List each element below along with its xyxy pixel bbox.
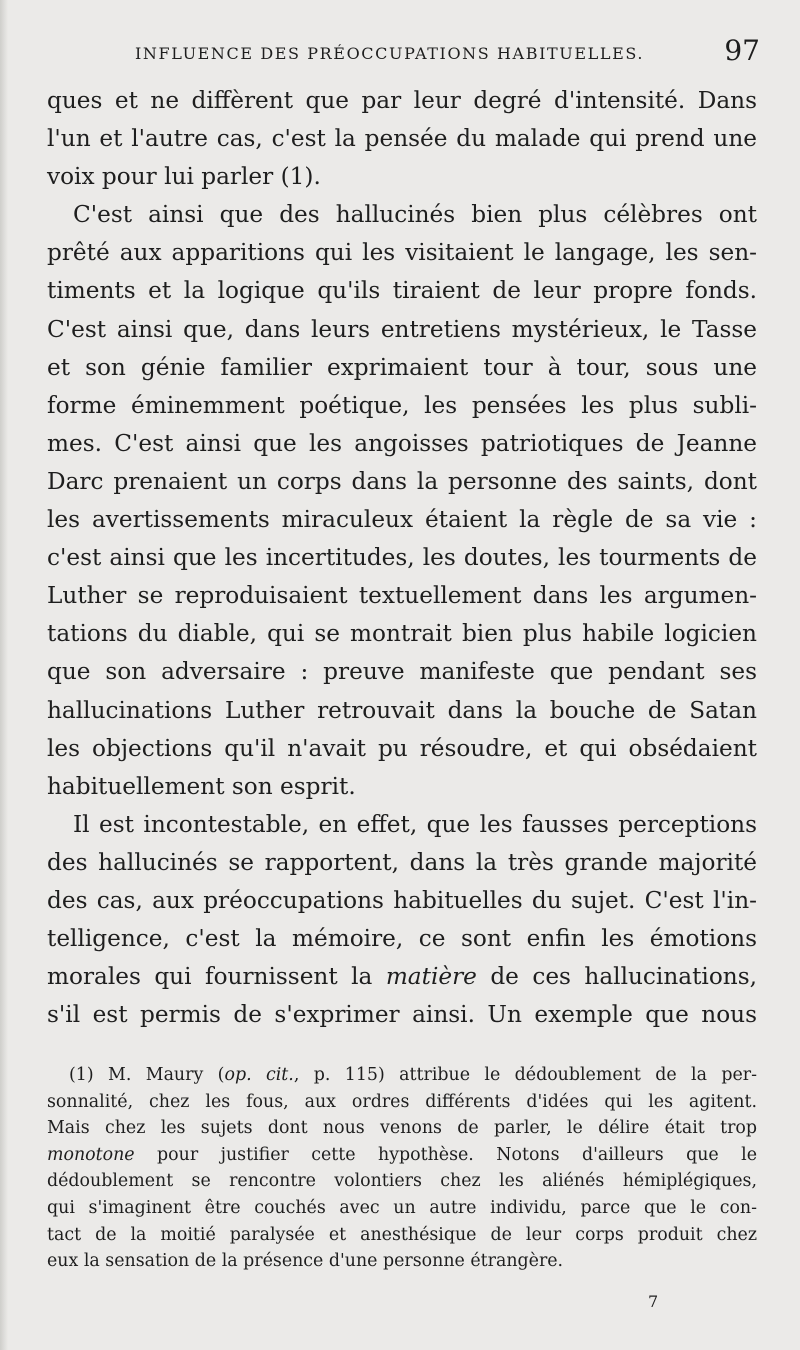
text-line: C'est ainsi que des hallucinés bien plus célèbres ont (73, 201, 757, 229)
text-line: telligence, c'est la mémoire, ce sont enfin les émotions (47, 925, 757, 953)
text-fragment: ( (203, 1065, 225, 1085)
footnote-line (47, 1062, 757, 1089)
italic-citation: op. cit. (224, 1065, 294, 1085)
footnote-line: Mais chez les sujets dont nous venons de parler, le délire était trop (47, 1118, 757, 1139)
text-line: forme éminemment poétique, les pensées les plus subli- (47, 391, 757, 419)
text-line: et son génie familier exprimaient tour à tour, sous une (47, 353, 757, 381)
text-line-matiere (47, 958, 757, 996)
footnote-line: eux la sensation de la présence d'une personne étrangère. (47, 1251, 564, 1272)
text-line: les objections qu'il n'avait pu résoudre, et qui obsédaient (47, 734, 757, 762)
text-line: que son adversaire : preuve manifeste que pendant ses (47, 658, 757, 686)
footnote-line: sonnalité, chez les fous, aux ordres différents d'idées qui les agitent. (47, 1091, 757, 1112)
text-line: voix pour lui parler (1). (47, 163, 321, 191)
text-fragment: , p. 115) attribue le dédoublement de la per- (293, 1065, 757, 1085)
page-header (47, 30, 760, 70)
page-edge-shadow (0, 0, 8, 1350)
text-line: Luther se reproduisaient textuellement dans les argumen- (47, 582, 757, 610)
italic-word: matière (385, 963, 477, 991)
footnote-marker: (1) (69, 1065, 109, 1085)
footnote-author: M. Maury (108, 1065, 204, 1085)
text-line: timents et la logique qu'ils tiraient de leur propre fonds. (47, 277, 757, 305)
body-text (47, 82, 757, 1034)
text-line: tations du diable, qui se montrait bien plus habile logicien (47, 620, 757, 648)
footnote-line: qui s'imaginent être couchés avec un autre individu, parce que le con- (47, 1197, 757, 1218)
italic-word: monotone (47, 1144, 135, 1165)
footnote-line: dédoublement se rencontre volontiers chez les aliénés hémiplégiques, (47, 1171, 757, 1192)
text-line: mes. C'est ainsi que les angoisses patriotiques de Jeanne (47, 429, 757, 457)
footnote-line (47, 1142, 757, 1169)
text-line: Il est incontestable, en effet, que les fausses perceptions (73, 810, 757, 838)
footnote (47, 1062, 757, 1275)
text-line: l'un et l'autre cas, c'est la pensée du malade qui prend une (47, 125, 757, 153)
text-line: des cas, aux préoccupations habituelles du sujet. C'est l'in- (47, 886, 757, 914)
text-line: ques et ne diffèrent que par leur degré d'intensité. Dans (47, 87, 757, 114)
text-fragment: pour justifier cette hypothèse. Notons d'ailleurs que le (134, 1144, 757, 1165)
text-line: s'il est permis de s'exprimer ainsi. Un exemple que nous (47, 1001, 757, 1029)
text-line: hallucinations Luther retrouvait dans la bouche de Satan (47, 696, 757, 724)
running-title: INFLUENCE DES PRÉOCCUPATIONS HABITUELLES. (135, 44, 645, 63)
text-line: C'est ainsi que, dans leurs entretiens mystérieux, le Tasse (47, 315, 757, 343)
text-line: prêté aux apparitions qui les visitaient le langage, les sen- (47, 239, 757, 267)
text-line: Darc prenaient un corps dans la personne des saints, dont (47, 467, 757, 495)
text-line: des hallucinés se rapportent, dans la très grande majorité (47, 848, 757, 876)
text-line: habituellement son esprit. (47, 772, 356, 800)
text-line: les avertissements miraculeux étaient la règle de sa vie : (47, 506, 757, 534)
signature-mark: 7 (648, 1292, 659, 1311)
text-fragment: morales qui fournissent la (47, 963, 386, 991)
text-fragment: de ces hallucinations, (476, 963, 757, 991)
text-line: c'est ainsi que les incertitudes, les doutes, les tourments de (47, 544, 757, 572)
footnote-line: tact de la moitié paralysée et anesthésique de leur corps produit chez (47, 1224, 757, 1245)
page-number: 97 (724, 34, 760, 67)
